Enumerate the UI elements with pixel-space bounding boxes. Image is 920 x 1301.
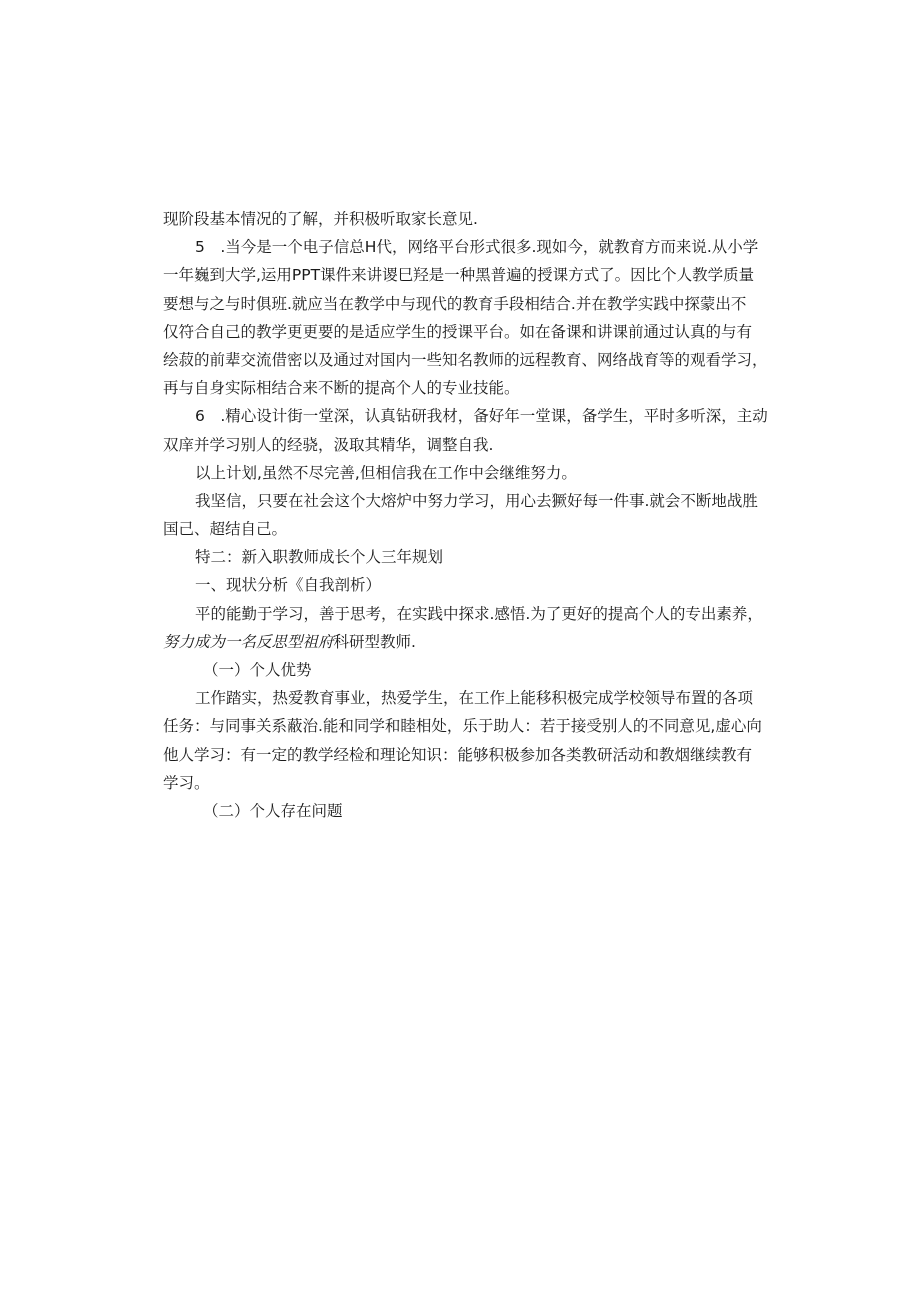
italic-text: 努力成为一名反思型祖府 xyxy=(163,632,334,651)
subsection-heading: （二）个人存在问题 xyxy=(203,801,343,820)
text-line: 学习。 xyxy=(163,773,210,792)
subsection-heading: （一）个人优势 xyxy=(203,661,312,679)
text-line: 现阶段基本情况的了解，并积极听取家长意见. xyxy=(163,210,478,228)
text-line: 我坚信，只要在社会这个大熔炉中努力学习，用心去獗好每一件事.就会不断地战胜 xyxy=(195,491,758,510)
text-line: 要想与之与时俱班.就应当在教学中与现代的教育手段相结合.并在教学实践中探蒙出不 xyxy=(163,294,747,313)
text-line: 再与自身实际相结合来不断的提高个人的专业技能。 xyxy=(163,379,520,398)
text-line: 国己、超结自己。 xyxy=(163,520,288,539)
text-line: 一年巍到大学,运用PPT课件来讲谡巳羟是一种黑普遍的授课方式了。因比个人教学质量 xyxy=(163,266,755,285)
document-body xyxy=(163,205,768,825)
text-line: 6 .精心设计街一堂深，认真钻研我材，备好年一堂课，备学生，平时多听深，主动 xyxy=(195,407,768,426)
text-line xyxy=(163,628,763,656)
text-line: 仅符合自己的教学更更要的是适应学生的授课平台。如在备课和讲课前通过认真的与有 xyxy=(163,322,753,341)
text-line: 双庠并学习别人的经骁，汲取其精华，调整自我. xyxy=(163,435,494,454)
section-heading: 一、现状分析《自我剖析） xyxy=(195,576,382,595)
section-heading: 特二：新入职教师成长个人三年规划 xyxy=(195,548,444,567)
text-line: 平的能勤于学习，善于思考，在实践中探求.感悟.为了更好的提高个人的专出素养， xyxy=(195,604,763,623)
text-line: 他人学习：有一定的教学经检和理论知识：能够积极参加各类教研活动和教烟继续教有 xyxy=(163,745,753,764)
text-segment: 科研型教师. xyxy=(333,632,416,651)
text-line: 5 .当今是一个电子信总H代，网络平台形式很多.现如今，就教育方而来说.从小学 xyxy=(195,238,759,257)
text-line: 工作踏实，热爱教育事业，热爱学生，在工作上能移积极完成学校领导布置的各项 xyxy=(195,689,754,708)
text-line: 绘菽的前辈交流借密以及通过对国内一些知名教师的远程教育、网络战育等的观看学习， xyxy=(163,350,768,369)
text-line: 任务：与同事关系蔽治.能和同学和睦相处，乐于助人：若于接受别人的不同意见,虚心向 xyxy=(163,717,762,736)
text-line: 以上计划,虽然不尽完善,但相信我在工作中会继维努力。 xyxy=(195,463,577,482)
